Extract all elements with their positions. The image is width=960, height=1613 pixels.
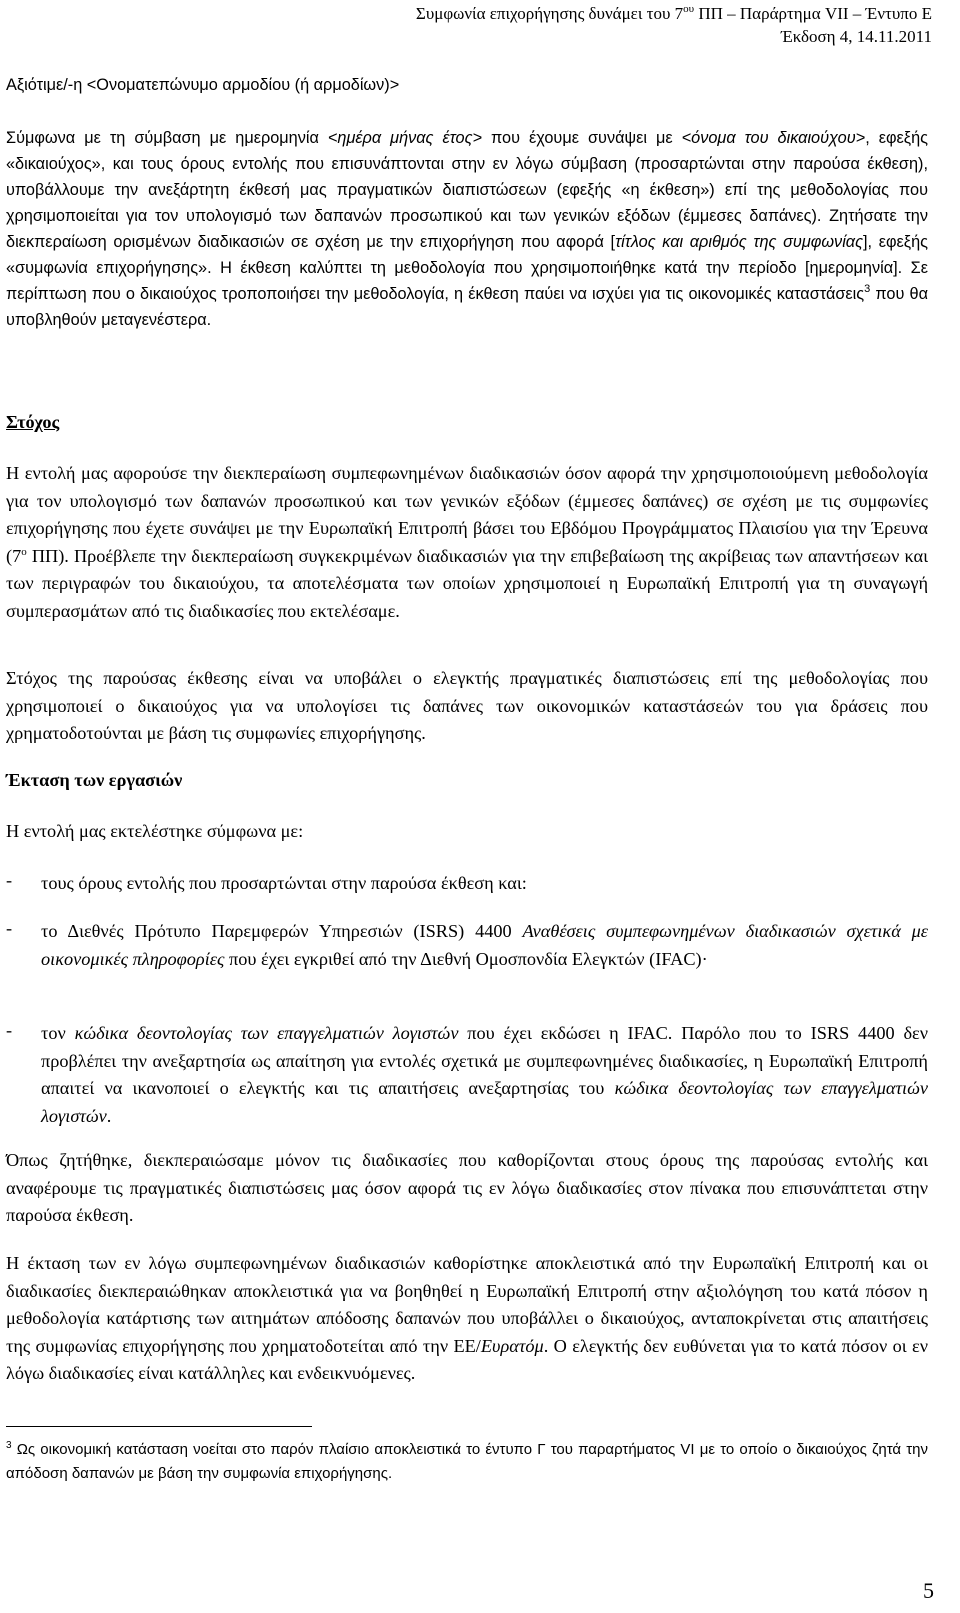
footnote-number: 3: [6, 1440, 12, 1451]
goal-paragraph-1: [6, 460, 928, 626]
goal-superscript: ο: [21, 545, 27, 558]
item-text: που έχει εκδώσει η IFAC. Παρόλο που το ISRS 4400 δεν προβλέπει την ανεξαρτησία ως απαίτηση για εντολές σχετικά με συμπεφωνημένες διαδικασίες, η Ευρωπαϊκή Επιτροπή απαιτεί να ικανοποιεί ο ελεγκτής και τις απαιτήσεις ανεξαρτησίας του: [41, 1023, 928, 1099]
intro-text: που έχουμε συνάψει με: [482, 129, 682, 147]
section-title-goal: Στόχος: [6, 412, 60, 432]
item-italic: Αναθέσεις συμπεφωνημένων διαδικασιών σχετικά με οικονομικές πληροφορίες: [41, 921, 929, 969]
intro-text: ], εφεξής «συμφωνία επιχορήγησης». Η έκθεση καλύπτει τη μεθοδολογία που χρησιμοποιήθηκε κατά την περίοδο [ημερομηνία].: [6, 233, 928, 277]
intro-beneficiary-placeholder: <όνομα του δικαιούχου>: [681, 129, 866, 147]
footnote-text: Ως οικονομική κατάσταση νοείται στο παρόν πλαίσιο αποκλειστικά το έντυπο Γ του παραρτήματος VI με το οποίο ο δικαιούχος ζητά την απόδοση δαπανών με βάση την συμφωνία επιχορήγησης.: [6, 1441, 928, 1482]
intro-paragraph: [6, 125, 928, 333]
intro-date-placeholder: <ημέρα μήνας έτος>: [327, 129, 482, 147]
list-bullet-3: -: [6, 1020, 13, 1040]
goal-text: Η εντολή μας αφορούσε την διεκπεραίωση συμπεφωνημένων διαδικασιών όσον αφορά την χρησιμοποιούμενη μεθοδολογία για τον υπολογισμό των δαπανών προσωπικού και των γενικών εξόδων (έμμεσες δαπάνες) σε σχέση με τις συμφωνίες επιχορήγησης που έχετε συνάψει με την Ευρωπαϊκή Επιτροπή βάσει του Εβδόμου Προγράμματος Πλαισίου για την Έρευνα (7: [6, 463, 928, 566]
intro-agreement-placeholder: τίτλος και αριθμός της συμφωνίας: [615, 233, 864, 251]
scope-lead: Η εντολή μας εκτελέστηκε σύμφωνα με:: [6, 821, 304, 841]
header-title-superscript: ου: [683, 3, 695, 15]
scope-list-item-1: τους όρους εντολής που προσαρτώνται στην παρούσα έκθεση και:: [41, 873, 527, 893]
scope-paragraph-extent: [6, 1250, 928, 1388]
goal-text: ΠΠ). Προέβλεπε την διεκπεραίωση συγκεκριμένων διαδικασιών για την επιβεβαίωση της ακρίβειας των απαντήσεων και των περιγραφών του δικαιούχου, τα αποτελέσματα των οποίων χρησιμοποιεί η Ευρωπαϊκή Επιτροπή για τη συναγωγή συμπερασμάτων από τις διαδικασίες που εκτελέσαμε.: [6, 545, 928, 621]
salutation: Αξιότιμε/-η <Ονοματεπώνυμο αρμοδίου (ή αρμοδίων)>: [6, 76, 400, 94]
header-document-title: [416, 2, 932, 25]
intro-text: που θα υποβληθούν μεταγενέστερα.: [6, 285, 928, 329]
header-title-main: Συμφωνία επιχορήγησης δυνάμει του 7: [415, 4, 684, 23]
item-text: που έχει εγκριθεί από την Διεθνή Ομοσπονδία Ελεγκτών (IFAC)·: [224, 948, 708, 969]
footnote-separator: [6, 1426, 312, 1427]
intro-text: Σε περίπτωση που ο δικαιούχος τροποποιήσει την μεθοδολογία, η έκθεση παύει να ισχύει για τις οικονομικές καταστάσεις: [6, 259, 928, 303]
page-header: [416, 2, 932, 48]
item-text: .: [106, 1105, 112, 1126]
extent-text: Η έκταση των εν λόγω συμπεφωνημένων διαδικασιών καθορίστηκε αποκλειστικά από την Ευρωπαϊκή Επιτροπή και οι διαδικασίες διεκπεραιώθηκαν αποκλειστικά για να βοηθηθεί η Ευρωπαϊκή Επιτροπή στην αξιολόγηση του κατά πόσον η μεθοδολογία κατάρτισης των αιτημάτων απόδοσης δαπανών που υποβάλλει ο δικαιούχος, ανταποκρίνεται στις απαιτήσεις της συμφωνίας επιχορήγησης που χρηματοδοτείται από την ΕΕ/: [6, 1253, 928, 1356]
header-title-rest: ΠΠ – Παράρτημα VII – Έντυπο Ε: [694, 4, 932, 23]
extent-text: . Ο ελεγκτής δεν ευθύνεται για το κατά πόσον οι εν λόγω διαδικασίες είναι κατάλληλες και ενδεικνυόμενες.: [6, 1335, 928, 1384]
footnote-reference: 3: [864, 283, 871, 295]
item-text: τον: [41, 1023, 75, 1043]
page-number: 5: [923, 1578, 934, 1603]
scope-list-item-2: [41, 918, 928, 973]
extent-italic: Ευρατόμ: [480, 1335, 544, 1356]
footnote: [6, 1438, 928, 1486]
item-italic: κώδικα δεοντολογίας των επαγγελματιών λογιστών: [41, 1078, 928, 1126]
goal-paragraph-2: Στόχος της παρούσας έκθεσης είναι να υποβάλει ο ελεγκτής πραγματικές διαπιστώσεις επί της μεθοδολογίας που χρησιμοποιεί ο δικαιούχος για να υπολογίσει τις δαπάνες των οικονομικών καταστάσεών του για δράσεις που χρηματοδοτούνται με βάση τις συμφωνίες επιχορήγησης.: [6, 668, 928, 744]
intro-text: Ζητήσατε την διεκπεραίωση ορισμένων διαδικασιών σε σχέση με την επιχορήγηση που αφορά [: [6, 207, 929, 251]
list-bullet-2: -: [6, 918, 13, 938]
header-version: Έκδοση 4, 14.11.2011: [780, 27, 932, 46]
intro-text: Σύμφωνα με τη σύμβαση με ημερομηνία: [6, 129, 328, 147]
scope-list-item-3: [41, 1020, 928, 1130]
scope-paragraph-requested: Όπως ζητήθηκε, διεκπεραιώσαμε μόνον τις διαδικασίες που καθορίζονται στους όρους της παρούσας εντολής και αναφέρουμε τις πραγματικές διαπιστώσεις μας όσον αφορά τις εν λόγω διαδικασίες στον πίνακα που επισυνάπτεται στην παρούσα έκθεση.: [6, 1150, 928, 1226]
item-italic: κώδικα δεοντολογίας των επαγγελματιών λογιστών: [74, 1023, 459, 1043]
intro-text: , εφεξής «δικαιούχος», και τους όρους εντολής που επισυνάπτονται στην εν λόγω σύμβαση (προσαρτώνται στην παρούσα έκθεση), υποβάλλουμε την ανεξάρτητη έκθεσή μας πραγματικών διαπιστώσεων (εφεξής «η έκθεση») επί της μεθοδολογίας που χρησιμοποιείται για τον υπολογισμό των δαπανών προσωπικού και των γενικών εξόδων (έμμεσες δαπάνες).: [6, 129, 928, 225]
list-bullet-1: -: [6, 870, 13, 890]
section-title-scope: Έκταση των εργασιών: [6, 770, 183, 790]
item-text: το Διεθνές Πρότυπο Παρεμφερών Υπηρεσιών (ISRS) 4400: [41, 921, 523, 941]
